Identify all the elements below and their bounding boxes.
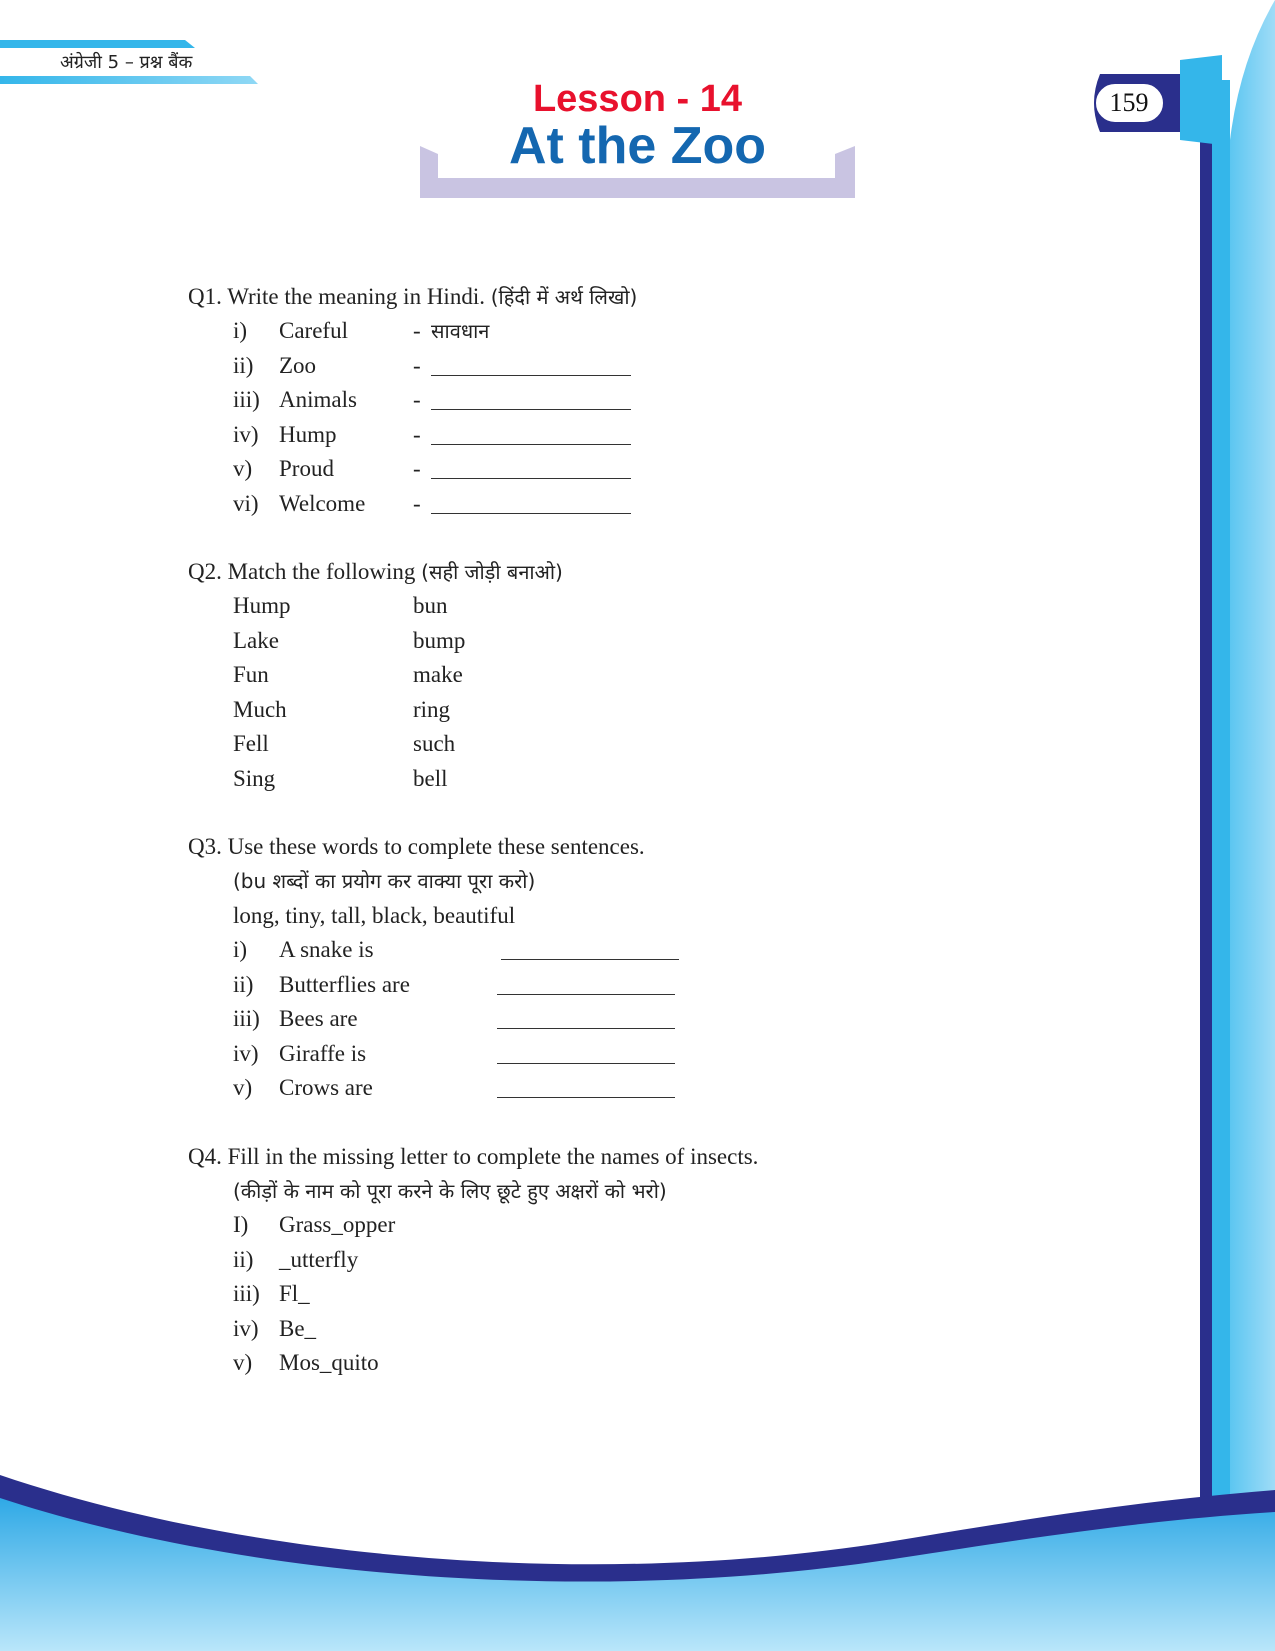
question-3: [188, 830, 1088, 1106]
answer-blank[interactable]: [431, 454, 631, 479]
q4-item: [188, 1277, 1088, 1312]
q4-item: [188, 1346, 1088, 1381]
q3-item: [188, 1002, 1088, 1037]
q1-title: [188, 280, 1088, 314]
q4-title: Q4. Fill in the missing letter to complete the names of insects.: [188, 1143, 759, 1169]
q4-item: [188, 1312, 1088, 1347]
page-number: 159: [1096, 84, 1163, 122]
lesson-label: Lesson - 14: [532, 78, 743, 120]
item-number: ii): [233, 1246, 254, 1272]
sentence-text: Bees are: [279, 1006, 358, 1031]
insect-name: _utterfly: [279, 1246, 359, 1272]
match-right-word: ring: [413, 696, 451, 722]
item-number: v): [233, 1075, 253, 1100]
answer-blank[interactable]: [501, 935, 679, 960]
question-4: [188, 1140, 1088, 1381]
sentence-text: Butterflies are: [279, 971, 410, 997]
page-number-badge: [1090, 78, 1168, 128]
match-left-word: Much: [233, 696, 287, 722]
match-right-word: bell: [413, 765, 448, 791]
q3-item: [188, 1037, 1088, 1072]
q4-title-hindi: (कीड़ों के नाम को पूरा करने के लिए छूटे हुए अक्षरों को भरो): [233, 1178, 667, 1203]
match-left-word: Sing: [233, 765, 276, 791]
item-number: ii): [233, 971, 254, 997]
q4-item: [188, 1208, 1088, 1243]
item-number: vi): [233, 490, 259, 516]
insect-name: Grass_opper: [279, 1212, 396, 1237]
item-word: Careful: [279, 318, 348, 343]
item-word: Proud: [279, 456, 334, 481]
q3-item: [188, 968, 1088, 1003]
match-left-word: Fell: [233, 731, 269, 756]
item-number: iii): [233, 387, 260, 412]
insect-name: Fl_: [279, 1281, 310, 1306]
q1-item: [188, 487, 1088, 522]
insect-name: Mos_quito: [279, 1350, 379, 1375]
item-word: Welcome: [279, 490, 366, 516]
answer-blank[interactable]: [431, 420, 631, 445]
match-right-word: make: [413, 662, 463, 687]
q2-title-text: Q2. Match the following: [188, 559, 416, 584]
item-number: iii): [233, 1006, 260, 1031]
insect-name: Be_: [279, 1315, 317, 1341]
q1-item: [188, 314, 1088, 349]
item-word: Zoo: [279, 352, 317, 378]
match-left-word: Hump: [233, 593, 291, 618]
item-answer: सावधान: [431, 319, 490, 343]
q1-title-text: Q1. Write the meaning in Hindi.: [188, 284, 485, 309]
header-strip-shape: [0, 40, 195, 48]
answer-blank[interactable]: [497, 1039, 675, 1064]
item-dash: -: [413, 490, 421, 516]
match-right-word: such: [413, 731, 456, 756]
q3-title: Q3. Use these words to complete these sentences.: [188, 834, 645, 859]
q3-item: [188, 1071, 1088, 1106]
item-number: ii): [233, 352, 254, 378]
item-dash: -: [413, 387, 421, 412]
item-dash: -: [413, 421, 421, 447]
item-number: i): [233, 937, 248, 962]
match-pair: [188, 762, 1088, 797]
q1-title-hindi: (हिंदी में अर्थ लिखो): [490, 285, 638, 309]
match-pair: [188, 693, 1088, 728]
worksheet-content: [188, 280, 1088, 1381]
q3-title-hindi: (bu शब्दों का प्रयोग कर वाक्या पूरा करो): [233, 869, 536, 893]
q1-item: [188, 418, 1088, 453]
match-right-word: bump: [413, 627, 466, 653]
answer-blank[interactable]: [431, 489, 631, 514]
item-number: iv): [233, 1315, 259, 1341]
item-number: I): [233, 1212, 249, 1237]
item-number: v): [233, 456, 253, 481]
item-dash: -: [413, 318, 421, 343]
item-number: iv): [233, 421, 259, 447]
match-pair: [188, 727, 1088, 762]
match-pair: [188, 589, 1088, 624]
q1-item: [188, 349, 1088, 384]
item-dash: -: [413, 456, 421, 481]
match-right-word: bun: [413, 593, 448, 618]
answer-blank[interactable]: [497, 1073, 675, 1098]
match-left-word: Fun: [233, 662, 269, 687]
sentence-text: Giraffe is: [279, 1040, 367, 1066]
answer-blank[interactable]: [497, 970, 675, 995]
match-pair: [188, 624, 1088, 659]
answer-blank[interactable]: [497, 1004, 675, 1029]
sentence-text: Crows are: [279, 1075, 373, 1100]
side-panel: [1230, 0, 1275, 1651]
q1-item: [188, 452, 1088, 487]
item-dash: -: [413, 352, 421, 378]
q3-word-bank: long, tiny, tall, black, beautiful: [233, 902, 516, 928]
item-number: iv): [233, 1040, 259, 1066]
q1-item: [188, 383, 1088, 418]
sentence-text: A snake is: [279, 937, 374, 962]
q4-item: [188, 1243, 1088, 1278]
answer-blank[interactable]: [431, 351, 631, 376]
item-word: Animals: [279, 387, 357, 412]
q2-title: [188, 555, 1088, 589]
q3-item: [188, 933, 1088, 968]
question-2: [188, 555, 1088, 796]
book-label: अंग्रेजी 5 – प्रश्न बैंक: [60, 52, 193, 73]
answer-blank[interactable]: [431, 385, 631, 410]
item-number: i): [233, 318, 248, 343]
question-1: [188, 280, 1088, 521]
match-pair: [188, 658, 1088, 693]
item-number: v): [233, 1350, 253, 1375]
item-word: Hump: [279, 421, 337, 447]
match-left-word: Lake: [233, 627, 279, 653]
lesson-title: At the Zoo: [508, 117, 767, 175]
item-number: iii): [233, 1281, 260, 1306]
q2-title-hindi: (सही जोड़ी बनाओ): [421, 560, 563, 584]
